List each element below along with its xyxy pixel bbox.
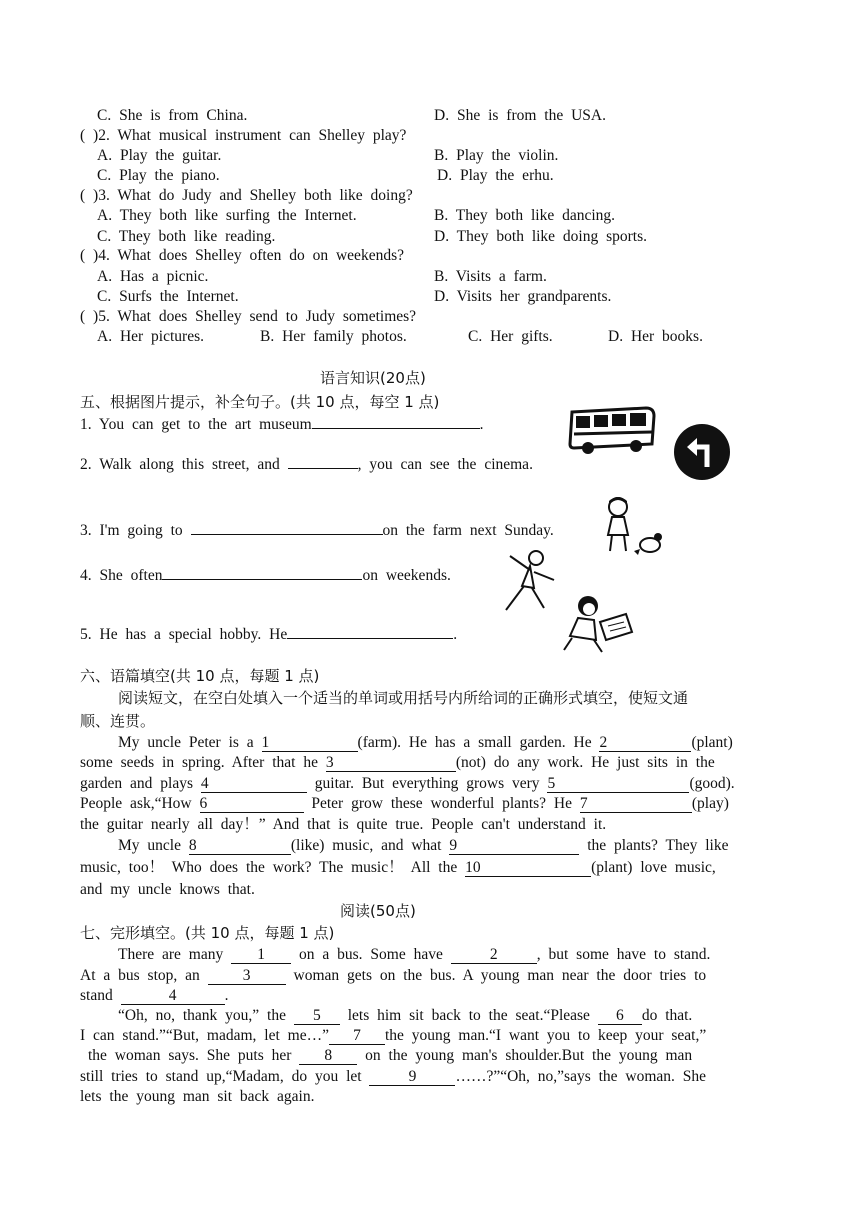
section-language-title: 语言知识(20点) xyxy=(320,369,426,387)
q2-option-c: C. Play the piano. xyxy=(97,167,220,184)
q4-option-d: D. Visits her grandparents. xyxy=(434,288,612,305)
q4-stem: ( )4. What does Shelley often do on weekends? xyxy=(80,247,404,264)
part6-line-1: My uncle Peter is a 1 (farm). He has a small garden. He 2 (plant) xyxy=(118,734,733,751)
q5-option-c: C. Her gifts. xyxy=(468,328,553,345)
part5-sentence-4: 4. She often on weekends. xyxy=(80,564,451,586)
part5-sentence-3: 3. I'm going to on the farm next Sunday. xyxy=(80,519,554,541)
part6-instruction-2: 顺、连贯。 xyxy=(80,712,156,730)
q5-stem: ( )5. What does Shelley send to Judy sometimes? xyxy=(80,308,417,325)
q4-option-a: A. Has a picnic. xyxy=(97,268,209,285)
bus-illustration xyxy=(566,404,658,456)
part7-line-2: At a bus stop, an 3 woman gets on the bus. A young man near the door tries to xyxy=(80,967,707,984)
q3-option-a: A. They both like surfing the Internet. xyxy=(97,207,357,224)
girl-dancing-illustration xyxy=(500,548,560,614)
part5-sentence-1: 1. You can get to the art museum . xyxy=(80,413,484,435)
q2-option-b: B. Play the violin. xyxy=(434,147,559,164)
q1-option-c: C. She is from China. xyxy=(97,107,248,124)
part5-title: 五、根据图片提示，补全句子。(共 10 点，每空 1 点) xyxy=(80,393,440,411)
part7-line-8: lets the young man sit back again. xyxy=(80,1088,315,1105)
q3-option-d: D. They both like doing sports. xyxy=(434,228,648,245)
q2-stem: ( )2. What musical instrument can Shelley play? xyxy=(80,127,407,144)
q3-option-c: C. They both like reading. xyxy=(97,228,276,245)
part6-line-2: some seeds in spring. After that he 3 (not) do any work. He just sits in the xyxy=(80,754,715,771)
part6-line-6: My uncle 8 (like) music, and what 9 the plants? They like xyxy=(118,837,729,854)
q3-stem: ( )3. What do Judy and Shelley both like doing? xyxy=(80,187,413,204)
part5-sentence-5: 5. He has a special hobby. He . xyxy=(80,623,457,645)
part7-line-1: There are many 1 on a bus. Some have 2 , but some have to stand. xyxy=(118,946,711,963)
part7-line-7: still tries to stand up,“Madam, do you let 9 ……?”“Oh, no,”says the woman. She xyxy=(80,1068,707,1085)
q1-option-d: D. She is from the USA. xyxy=(434,107,606,124)
part6-line-8: and my uncle knows that. xyxy=(80,881,255,898)
part6-line-4: People ask,“How 6 Peter grow these wonderful plants? He 7 (play) xyxy=(80,795,729,812)
section-reading-title: 阅读(50点) xyxy=(340,902,416,920)
part7-line-6: the woman says. She puts her 8 on the young man's shoulder.But the young man xyxy=(88,1047,693,1064)
turn-left-sign-icon xyxy=(673,423,731,481)
q2-option-a: A. Play the guitar. xyxy=(97,147,222,164)
q4-option-b: B. Visits a farm. xyxy=(434,268,547,285)
part5-sentence-2: 2. Walk along this street, and , you can see the cinema. xyxy=(80,453,533,475)
part6-line-5: the guitar nearly all day！” And that is quite true. People can't understand it. xyxy=(80,816,607,833)
boy-reading-illustration xyxy=(560,592,636,656)
part6-title: 六、语篇填空(共 10 点，每题 1 点) xyxy=(80,667,320,685)
q5-option-a: A. Her pictures. xyxy=(97,328,204,345)
part7-line-5: I can stand.”“But, madam, let me…” 7 the young man.“I want you to keep your seat,” xyxy=(80,1027,707,1044)
part7-line-4: “Oh, no, thank you,” the 5 lets him sit back to the seat.“Please 6 do that. xyxy=(118,1007,693,1024)
q5-option-b: B. Her family photos. xyxy=(260,328,407,345)
girl-feeding-chickens-illustration xyxy=(594,495,668,559)
part7-title: 七、完形填空。(共 10 点，每题 1 点) xyxy=(80,924,335,942)
q2-option-d: D. Play the erhu. xyxy=(437,167,554,184)
part6-instruction-1: 阅读短文，在空白处填入一个适当的单词或用括号内所给词的正确形式填空，使短文通 xyxy=(118,689,689,707)
part6-line-7: music, too！ Who does the work? The music！ All the 10 (plant) love music, xyxy=(80,859,716,876)
part6-line-3: garden and plays 4 guitar. But everything grows very 5 (good). xyxy=(80,775,735,792)
part7-line-3: stand 4 . xyxy=(80,987,229,1004)
q5-option-d: D. Her books. xyxy=(608,328,703,345)
q4-option-c: C. Surfs the Internet. xyxy=(97,288,239,305)
q3-option-b: B. They both like dancing. xyxy=(434,207,616,224)
